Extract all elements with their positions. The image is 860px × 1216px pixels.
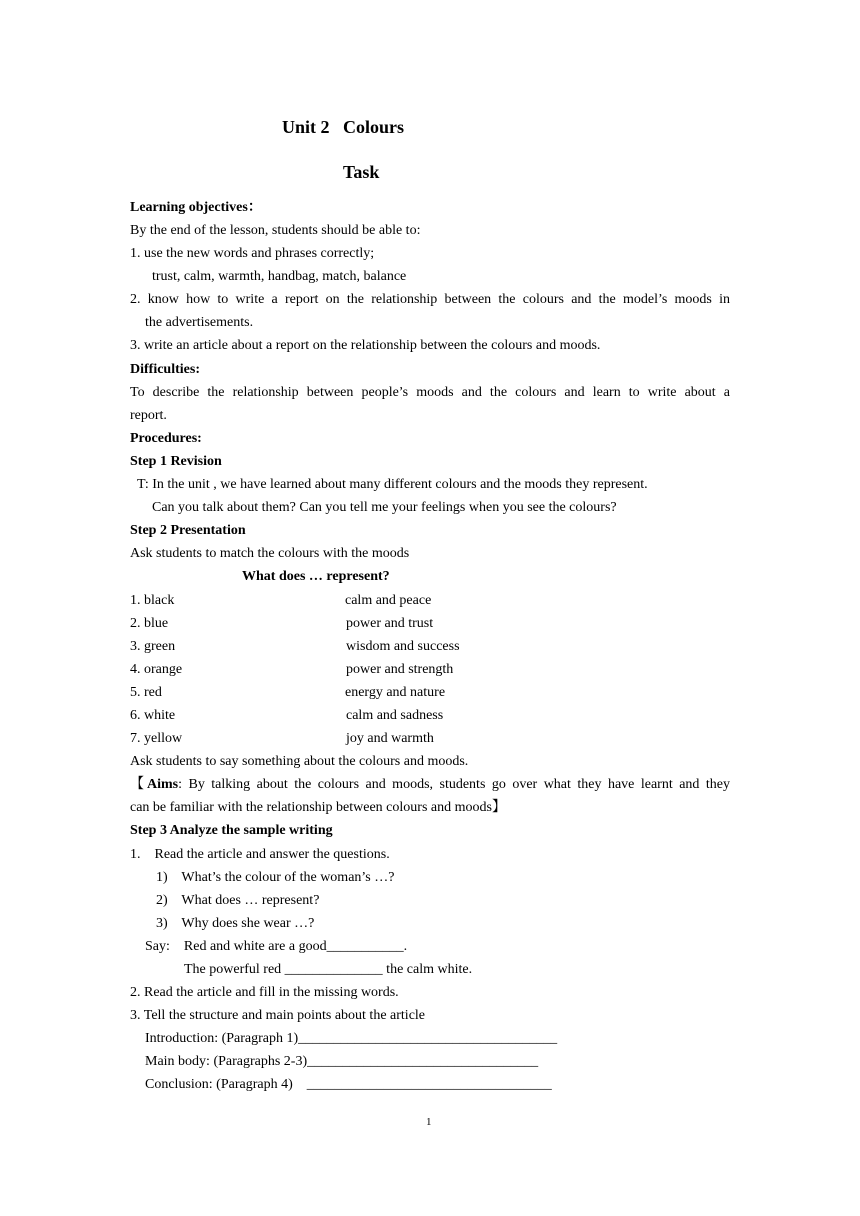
question-item: 3) Why does she wear …? — [156, 916, 315, 931]
mood-item: joy and warmth — [346, 731, 434, 746]
colour-item: 3. green — [130, 639, 176, 654]
aims-label: Aims — [146, 777, 179, 792]
aims-bracket-open: 【 — [130, 777, 147, 792]
say-line-2: The powerful red ______________ the calm white. — [184, 962, 473, 977]
step2-instruction: Ask students to match the colours with the moods — [130, 546, 410, 561]
mood-item: power and trust — [346, 616, 434, 631]
mood-item: energy and nature — [345, 685, 446, 700]
difficulties-text-cont: report. — [130, 408, 167, 423]
colour-item: 2. blue — [130, 616, 169, 631]
step3-item-2: 2. Read the article and fill in the missing words. — [130, 985, 399, 1000]
aims-note — [130, 777, 730, 793]
objective-item-2-cont: the advertisements. — [145, 315, 254, 330]
aims-text: : By talking about the colours and moods, students go over what they have learnt and they — [178, 777, 731, 792]
step2-after: Ask students to say something about the colours and moods. — [130, 754, 469, 769]
objective-item-1: 1. use the new words and phrases correctly; — [130, 246, 375, 261]
objective-item-3: 3. write an article about a report on the relationship between the colours and moods. — [130, 338, 601, 353]
page-title: Unit 2 Colours — [282, 117, 405, 137]
aims-note-cont — [130, 800, 506, 816]
objectives-intro: By the end of the lesson, students should be able to: — [130, 223, 421, 238]
page-number: 1 — [426, 1116, 432, 1128]
colour-item: 5. red — [130, 685, 162, 700]
mood-item: calm and peace — [345, 593, 432, 608]
objectives-heading: Learning objectives： — [130, 200, 262, 215]
colour-item: 1. black — [130, 593, 175, 608]
colour-item: 7. yellow — [130, 731, 183, 746]
step3-heading: Step 3 Analyze the sample writing — [130, 823, 333, 838]
aims-text-cont: can be familiar with the relationship between colours and moods — [130, 800, 492, 815]
say-line-1: Say: Red and white are a good___________. — [145, 939, 408, 954]
question-item: 2) What does … represent? — [156, 893, 320, 908]
difficulties-text: To describe the relationship between people’s moods and the colours and learn to write about a — [130, 385, 730, 400]
main-body-line: Main body: (Paragraphs 2-3)_________________________________ — [145, 1054, 539, 1069]
procedures-heading: Procedures: — [130, 431, 202, 446]
introduction-line: Introduction: (Paragraph 1)_____________________________________ — [145, 1031, 558, 1046]
match-table-heading: What does … represent? — [242, 569, 390, 584]
mood-item: calm and sadness — [346, 708, 444, 723]
colour-item: 4. orange — [130, 662, 183, 677]
page-subtitle: Task — [343, 162, 380, 182]
mood-item: power and strength — [346, 662, 454, 677]
aims-bracket-close: 】 — [491, 800, 506, 815]
mood-item: wisdom and success — [346, 639, 460, 654]
step1-line2: Can you talk about them? Can you tell me your feelings when you see the colours? — [152, 500, 617, 515]
question-item: 1) What’s the colour of the woman’s …? — [156, 870, 395, 885]
step3-item-1: 1. Read the article and answer the questions. — [130, 847, 390, 862]
objective-item-1-words: trust, calm, warmth, handbag, match, balance — [152, 269, 407, 284]
difficulties-heading: Difficulties: — [130, 362, 200, 377]
colour-item: 6. white — [130, 708, 176, 723]
step1-heading: Step 1 Revision — [130, 454, 222, 469]
step3-item-3: 3. Tell the structure and main points about the article — [130, 1008, 426, 1023]
step2-heading: Step 2 Presentation — [130, 523, 246, 538]
conclusion-line: Conclusion: (Paragraph 4) ___________________________________ — [145, 1077, 552, 1092]
step1-line1: T: In the unit , we have learned about many different colours and the moods they represent. — [137, 477, 648, 492]
objective-item-2: 2. know how to write a report on the relationship between the colours and the model’s moods in — [130, 292, 730, 307]
